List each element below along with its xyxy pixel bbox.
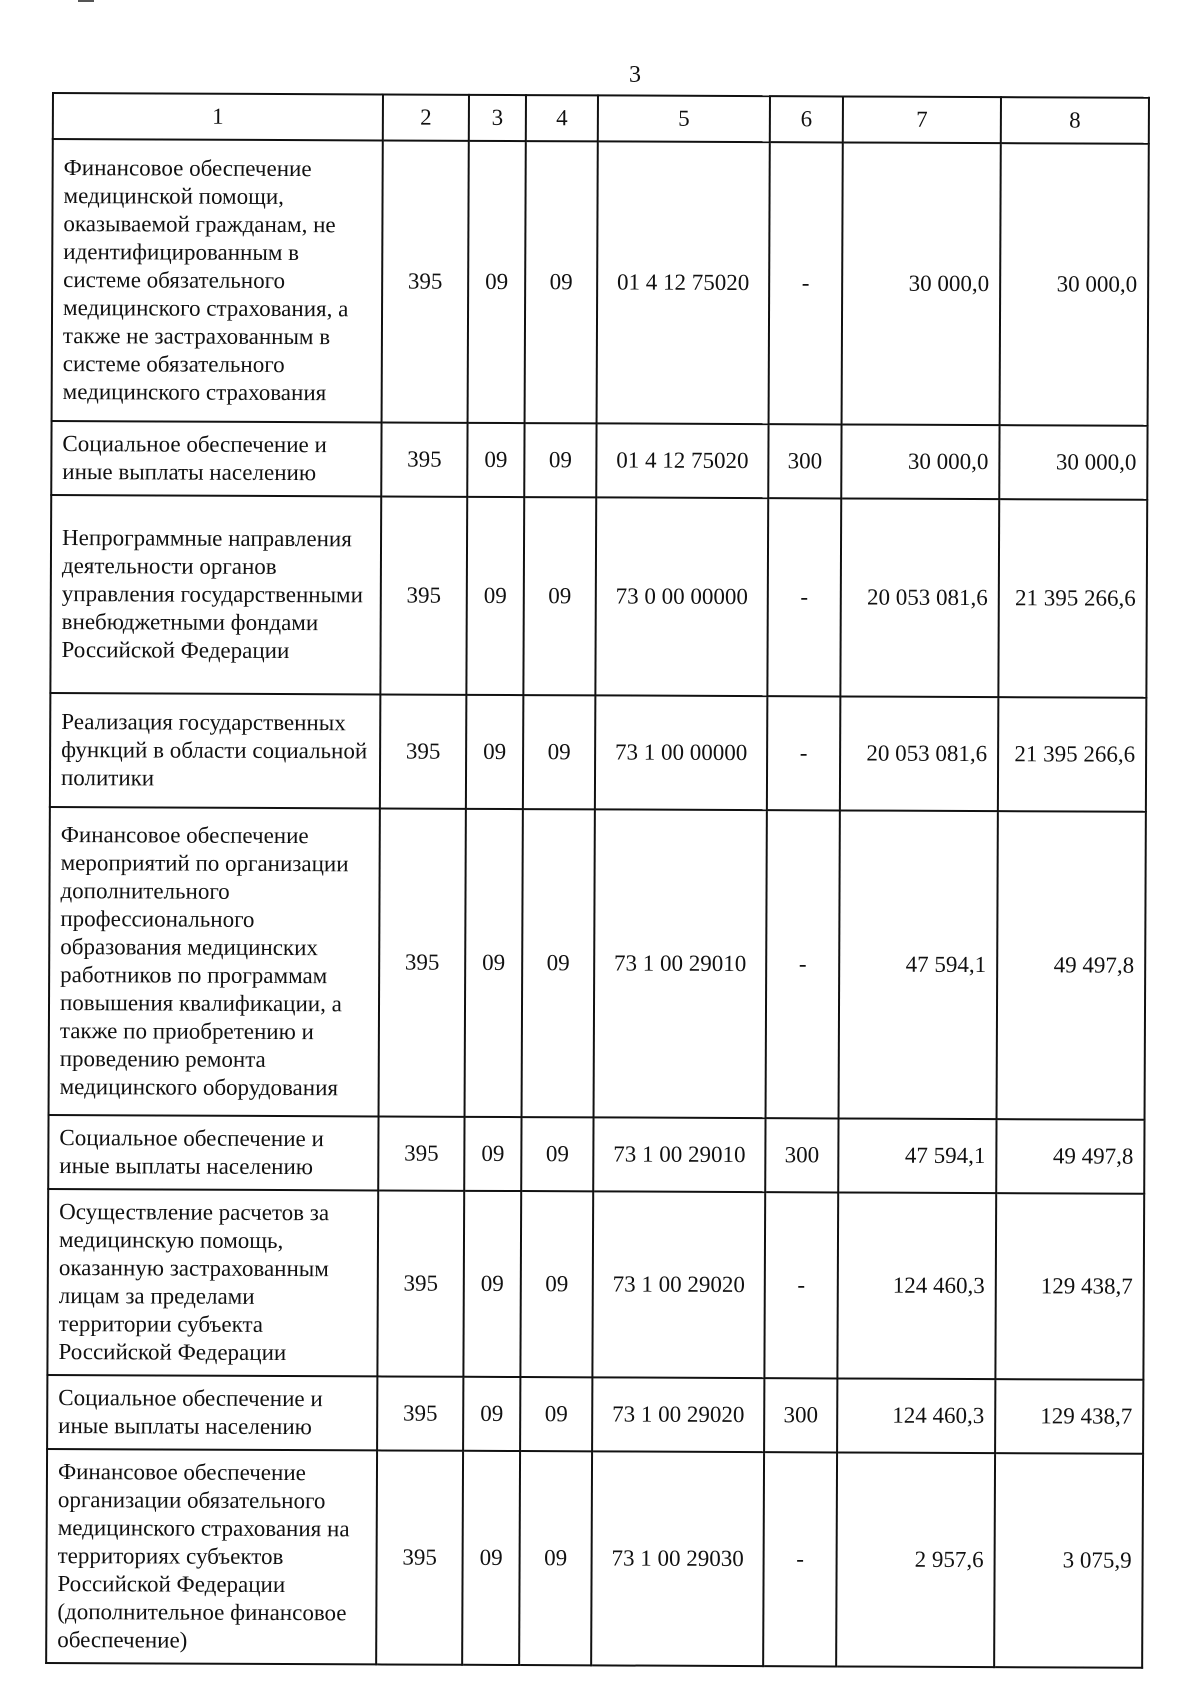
table-row <box>52 139 1149 426</box>
cell-amount-8: 129 438,7 <box>995 1379 1143 1454</box>
cell-section: 09 <box>465 809 523 1117</box>
cell-subsection: 09 <box>519 1451 592 1665</box>
cell-expense-type: - <box>767 498 841 696</box>
cell-expense-type: 300 <box>764 1378 837 1452</box>
cell-amount-7: 20 053 081,6 <box>840 498 999 697</box>
cell-expense-type: 300 <box>768 424 841 498</box>
cell-expense-type: 300 <box>765 1118 838 1192</box>
row-name: Реализация государственных функций в области социальной политики <box>50 693 380 808</box>
row-name: Социальное обеспечение и иные выплаты населению <box>48 1115 378 1190</box>
cell-section: 09 <box>466 695 523 809</box>
cell-target-article: 73 1 00 29020 <box>592 1377 764 1452</box>
cell-amount-7: 30 000,0 <box>841 424 999 499</box>
row-name: Социальное обеспечение и иные выплаты населению <box>51 421 381 496</box>
col-header-1: 1 <box>53 93 383 140</box>
cell-chapter: 395 <box>379 808 466 1116</box>
cell-target-article: 73 1 00 00000 <box>595 695 767 810</box>
col-header-4: 4 <box>526 95 598 141</box>
cell-amount-8: 49 497,8 <box>996 1119 1144 1194</box>
row-name: Непрограммные направления деятельности органов управления государственными внебюджетными фондами Российской Федерации <box>50 495 381 694</box>
page-number: 3 <box>629 62 641 88</box>
col-header-8: 8 <box>1001 97 1149 144</box>
cell-chapter: 395 <box>380 694 466 808</box>
cell-amount-8: 21 395 266,6 <box>998 697 1146 812</box>
table-row <box>46 1449 1143 1668</box>
cell-target-article: 73 1 00 29010 <box>594 809 767 1118</box>
cell-chapter: 395 <box>377 1190 464 1376</box>
cell-amount-8: 21 395 266,6 <box>998 499 1147 698</box>
row-name: Финансовое обеспечение медицинской помощи, оказываемой гражданам, не идентифицированным в системе обязательного медицинского страхования, а также не застрахованным в системе обязательного медицинского страхования <box>52 139 383 422</box>
cell-chapter: 395 <box>378 1116 464 1190</box>
table-row <box>50 495 1147 698</box>
cell-subsection: 09 <box>523 497 596 695</box>
cell-amount-7: 30 000,0 <box>842 142 1001 425</box>
cell-chapter: 395 <box>376 1450 463 1664</box>
cell-section: 09 <box>468 141 526 423</box>
cell-expense-type: - <box>764 1192 838 1378</box>
cell-expense-type: - <box>769 142 843 424</box>
cell-expense-type: - <box>767 696 840 810</box>
table-row <box>49 807 1146 1120</box>
cell-target-article: 73 1 00 29010 <box>593 1117 765 1192</box>
cell-subsection: 09 <box>520 1191 593 1377</box>
header-row <box>53 93 1149 144</box>
table-row <box>51 421 1147 500</box>
col-header-6: 6 <box>770 96 843 142</box>
cell-section: 09 <box>466 497 524 695</box>
cell-subsection: 09 <box>525 141 598 423</box>
cell-target-article: 73 0 00 00000 <box>595 497 768 696</box>
cell-expense-type: - <box>766 810 840 1118</box>
cell-chapter: 395 <box>382 140 469 422</box>
cell-section: 09 <box>467 423 524 497</box>
row-name: Финансовое обеспечение организации обязательного медицинского страхования на территориях субъектов Российской Федерации (дополнительное финансовое обеспечение) <box>46 1449 377 1664</box>
cell-section: 09 <box>462 1451 520 1665</box>
cell-subsection: 09 <box>524 423 596 497</box>
cell-amount-7: 124 460,3 <box>837 1192 996 1379</box>
row-name: Финансовое обеспечение мероприятий по организации дополнительного профессионального образования медицинских работников по программам повышения квалификации, а также по приобретению и проведению ремонта медицинского оборудования <box>49 807 380 1116</box>
cell-target-article: 73 1 00 29020 <box>592 1191 765 1378</box>
row-name: Осуществление расчетов за медицинскую помощь, оказанную застрахованным лицам за пределами территории субъекта Российской Федерации <box>47 1189 378 1376</box>
table-row <box>50 693 1146 812</box>
cell-section: 09 <box>463 1377 520 1451</box>
cell-amount-8: 129 438,7 <box>995 1193 1144 1380</box>
cell-subsection: 09 <box>522 809 595 1117</box>
table-row <box>48 1115 1144 1194</box>
cell-amount-7: 47 594,1 <box>839 810 998 1119</box>
cell-chapter: 395 <box>377 1376 463 1450</box>
table-row <box>47 1189 1144 1380</box>
cell-section: 09 <box>464 1117 521 1191</box>
cell-subsection: 09 <box>523 695 595 809</box>
cell-chapter: 395 <box>380 496 467 694</box>
cell-amount-7: 2 957,6 <box>836 1452 995 1667</box>
cell-amount-7: 47 594,1 <box>838 1118 996 1193</box>
scan-mark <box>78 0 94 2</box>
table-row <box>47 1375 1143 1454</box>
cell-amount-7: 20 053 081,6 <box>840 696 998 811</box>
cell-amount-8: 30 000,0 <box>1000 143 1149 426</box>
col-header-3: 3 <box>469 95 526 141</box>
cell-target-article: 01 4 12 75020 <box>596 423 768 498</box>
cell-section: 09 <box>463 1191 521 1377</box>
cell-amount-8: 30 000,0 <box>999 425 1147 500</box>
col-header-7: 7 <box>843 96 1001 143</box>
budget-table <box>45 92 1150 1669</box>
cell-amount-7: 124 460,3 <box>837 1378 995 1453</box>
col-header-2: 2 <box>383 94 469 140</box>
cell-subsection: 09 <box>520 1377 592 1451</box>
cell-subsection: 09 <box>521 1117 593 1191</box>
cell-amount-8: 3 075,9 <box>994 1453 1143 1668</box>
cell-target-article: 73 1 00 29030 <box>591 1451 764 1666</box>
row-name: Социальное обеспечение и иные выплаты населению <box>47 1375 377 1450</box>
cell-target-article: 01 4 12 75020 <box>597 141 770 424</box>
cell-amount-8: 49 497,8 <box>997 811 1146 1120</box>
col-header-5: 5 <box>598 95 770 142</box>
cell-chapter: 395 <box>381 422 467 496</box>
cell-expense-type: - <box>763 1452 837 1666</box>
